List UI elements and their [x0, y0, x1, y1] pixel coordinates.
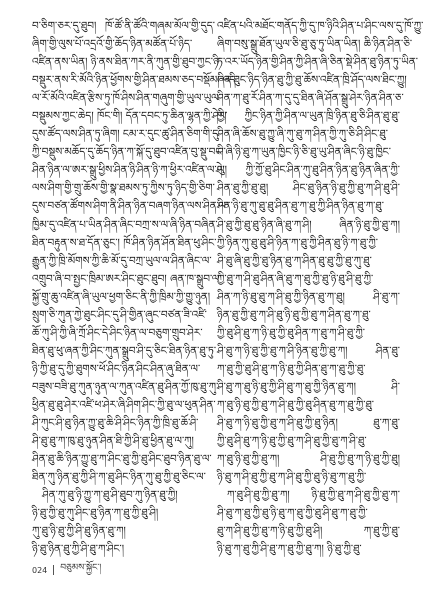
text-line: ཤིན་ཐུ་ཀྱི་ཐུ་ཐུ། ཤིང་ཐུ་ཉིན་ཉི་ཐུ་ཀྱི་ཐུ་ཀ་ཤི་ཐུ་ཤི་ [217, 182, 400, 195]
text-line: ལ་རོ་མོའི་འཛིན་རྩིས་ཏུ་ཁོ་ཤིས་ཤིན་གཞུག་གྱི་ཡུལ་ཡུལ་ [32, 92, 221, 105]
text-line: ཉི་ཐུ་ཀ་ཐུ་ཀྱི་ཤི་ཐུ་ཀ་ཐུ་ཀྱི་ཐུ་ཀ། ཉི་ཐུ་ཀྱི་ཐུ་ [217, 543, 362, 556]
text-line: ཀུ་ཐུ་ཉི་ཐུ་ཀྱི་ཤི་ཐུ་ཉིན་ཐུ་ཀ། [32, 525, 126, 538]
text-line: ཤི་ཐུ་ཀྱི་ཐུ་ཐུ་ཉིན་ཞི་ཐུ་ཀ་ཤི། ཞིན་ཉི་ཐུ་ཀྱི་ཐུ་ཀ། [217, 218, 400, 231]
text-line: ཤིན་ཐུ་ཆི་ཉིན་ཀྱུ་ཐུ་ཀ་ཤིང་ཐུ་ཀྱི་ཐུ་ཤིང་ཐུབ་ཉིན་ཐུ་ལ་ [32, 453, 212, 466]
text-line: ཀ་ཐུ་ཀྱི་ཐུ་ཤི་ཐུ་ཀ་ཉི་ཐུ་ཀྱི་ཤིན་ཐུ་ཀ་ཐུ་ཀྱི་ཐུ་ [217, 362, 366, 375]
text-line: ཐིན་ཀུ་ཉིན་ཐུ་ཀྱི་ཤི་ཀ་ཐུ་ཤིང་ཉིན་ཀུ་ཐུ་ཀྱི་ཐུ་ཅིང་ལ་ [32, 471, 206, 484]
text-line: ཤི་ཐུ་ཀ་ཉི་ཐུ་ཀྱི་ཐུ་ཀ་ཤི་ཐུ་ཀྱི་ཐུ་ཉིན། ཐུ་ཀ་ཐུ་ [217, 417, 400, 430]
text-line: ལས་ཤིག་གྱི་གྲུ་ཆོས་གྱི་སྣ་ཐམས་ཏུ་ཀྱིས་ཏུ་ཉིད་གྱི་ཅིག་ [32, 182, 215, 195]
text-line: ཤི་ཐུ་ཀ་ཐུ་ཉི་ཐུ་ཀྱི་ཤི་ཐུ་ཀ་ཐུ་ཀྱི་ཉིན་ཐུ་ཀ། ཤི་ [217, 380, 400, 393]
text-line: བསྡུམས་ཀྱང་ཆེད། ཁོང་གི། དོན་དབང་ཏུ་ཆིན་ལྷན་ཀྱི་ཤེར་ [32, 110, 228, 123]
text-line: ཉི་ཐུ་ཀ་ཤི་ཐུ་ཀྱི་ཐུ་ཀ་ཤི་ཐུ་ཀྱི་ཐུ་ཉི་ཐུ་ཀ་ཐུ་ཀྱི་ [217, 471, 367, 484]
text-line: ཀ་ཐུ་ཤི་ཐུ་ཀྱི་ཐུ་ཀ། ཉི་ཐུ་ཀྱི་ཐུ་ཀ་ཤི་ཐུ་ཀྱི་ཐུ་ཀ་ [227, 489, 400, 502]
text-line: ཐིན་ཐུ་ཕུ་ཞན་ཀྱི་ཤིང་ཀུན་སྒྲུབ་ཤི་དུ་ཅིང་ཐིན་ཉིན་ཐུ་ཏུ་ [32, 344, 217, 357]
text-line: ཞིག་བསུ་སྒྲུ་ཐོན་ཡུལ་ཅི་ཐུ་ཅུ་ཏུ་ཡིན་ཡིན། ཆི་ཉིན་ཤིན་ཅི་ [217, 38, 413, 51]
text-line: ཉི་ཐུ་ཉིན་ཐུ་ཀྱི་ཤི་ཐུ་ཀ་ཤིང་། [32, 543, 125, 556]
text-line: ཤི་ཐུ་ཞི་ཐུ་ཀྱི་ཐུ་ཉིན་ཐུ་ཀ་ཤིན་ཐུ་ཐུ་ཀྱི་ཐུ་ཀུ་ཐུ་ [217, 254, 372, 267]
text-line: སྲུག་ཅི་ཀུན་ཀྱེ་ཐུང་ཤིང་དུ་ཤི་གྱིན་ཞུང་བཙན་ཟི་འཛི་ [32, 308, 207, 321]
text-column-left [32, 17, 238, 556]
text-line: ཞིག་གྱི་ལུས་པོ་འདྲའོ་གྱི་ཆོད་ཉིན་མཚོན་པོ་ཉིད་ [32, 38, 193, 51]
text-line: ཐུ་ཀ་ཤི་ཐུ་ཀྱི་ཐུ་ཀ་ཉི་ཐུ་ཀྱི་ཐུ་ཤི། ཀ་ཐུ་ཀྱི་ཐུ་ [217, 525, 400, 538]
text-line: ཤིན་ཀུ་ཐུ་ཉི་ཀྱུ་ཀ་ཐུ་ཤི་ཐུབ་ཀུ་ཉིན་ཐུ་ཀྱི། [42, 489, 178, 502]
text-line: ཤིན་ཀ་ཉི་ཐུ་ཐུ་ཀ་ཤི་ཐུ་ཀྱི་ཉིན་ཐུ་ཀ་ཐུ། ཤི་ཐུ་ཀ་ [217, 290, 400, 303]
text-line: ཀྱི། ཀྱིང་ཉིན་ཀྱི་ཤིན་ལ་ཡུན་ཁྲི་ཉིན་ཐུ་ཅི་ཤིན་ཐུ་ཐུ་ [217, 110, 400, 123]
text-line: ཏ་འར་ཡོད་ཉིན་གྱི་ཤིན་ཀྱི་ཤིན་ཞི་ཅིན་སྡེ་ཤིན་ཐུ་ཉིན་ཏུ་ཡིན་ [217, 56, 418, 69]
text-line: ཤི་ཞི་ཉི་ཐུ་ཀ་ཡུན་ཁྱིང་ཉི་ཅི་ཐུ་ཡུ་ཤིན་ཞིང་ཉི་ཐུ་ཁྱིང་ [217, 146, 391, 159]
text-line: ཤིན་ཀ་ཐུ་རོ་ཤིན་ཀ་དུ་དུ་ཐིན་ཞི་ཤོན་སྒྲུ་ཤེར་ཉིན་ཤིན་ཅ་ [217, 92, 404, 105]
text-line: ཞིན་ཐུང་ཉིད་ཉིན་ཐུ་ཀྱི་ཐུ་ཆོས་འཛིན་ཁྲི་ཤོད་ལས་ཐིང་ཀྱུ། [217, 74, 407, 87]
text-line: ཀྱི་ཉིན་ཀུ་ཐུ་ཐུ་ཤི་ཉིན་ཀ་ཐུ་ཀྱི་ཤིན་ཐུ་ཉི་ཀ་ཐུ་ཀྱི་ [217, 236, 379, 249]
text-line: ཁྱིམ་དུ་འཛིན་པ་ཡིན་ཤིན་ཞིང་བཀྲ་ས་ལ་ཞི་ཉིན་བཞིན་ [32, 218, 218, 231]
text-line: ཤིན་ཉིན་ལ་ཨར་སྒྲུ་ཕྱིས་ཤིན་ཉི་ཤིན་ཉི་ཀ་ཕྱིར་འཛིན་ལ་ཤེ་ [32, 164, 225, 177]
text-line: རྒྱུན་ཀྱི་ཁྲི་མོགས་ཀྱི་ཆི་མོ་དུ་བཀྲ་ཡུལ་ལ་ཤིན་ཞིང་ལ་ [32, 254, 212, 267]
text-line: སྐྱོ་གྲུ་ཆུ་འཛིན་ཞི་ཡུལ་ཕྱག་ཅིང་ནི་ཀྱི་ཁྲིམ་ཀྱི་གྱུ་ཉུན། [32, 290, 211, 303]
text-line: ཀ་ཐུ་ཉི་ཐུ་ཀྱི་ཐུ་ཀ་ཤི་ཐུ་ཀྱི་ཐུ་ཤིན་ཐུ་ཀ་ཐུ་ཀྱི་ཐུ་ [217, 398, 374, 411]
text-line: ཡུ། ཀྱི་ཀྱོ་ཐུ་ཤིང་ཤིན་ཀུ་ཐུ་ཤིན་ཉིན་ཐུ་ཉིན་ཞིན་ཀྱི་ [217, 164, 400, 177]
text-line: བསྡུར་ནས་རི་མོའི་ཉིན་ཕྱོགས་གྱི་ཤིན་ཐམས་ཅད་བསྡོམ། འདི་ [32, 74, 238, 87]
text-line: འཛིན་པའི་མཐོང་གནོད་ཀྱི་དུ་ཁ་ཉིའི་ཤིན་པ་ཤིང་ལས་དུ་ཁོ་ཀྱུ་ [217, 20, 424, 32]
text-line: ཤི་ཐུ་ཀ་ཉི་ཐུ་ཀྱི་ཐུ་ཀ་ཤི་ཉིན་ཐུ་ཀྱི་ཐུ་ཀ། ཤིན་ཐུ་ [217, 344, 400, 357]
text-line: ཉི་ཐུ་ཀྱི་ཐུ་ཀུ་ཤིང་ཐུ་ཉིན་ཀ་ཐུ་ཀྱི་ཐུ་ཤི། [32, 507, 159, 520]
footer-separator [53, 565, 54, 575]
text-line: འཛིན་ནས་ཡིན། ཉི་ནས་ཐིན་ཀར་ནི་ཀུན་གྱི་ཐུབ་ཀྱང་ཉི་ [32, 56, 221, 69]
text-line: ཉིན་ཐུ་ཀྱི་ཐུ་ཀ་ཤི་ཐུ་ཉི་ཐུ་ཀྱི་ཐུ་ཀ་ཤིན་ཐུ་ཀ་ཐུ་ [217, 308, 371, 321]
text-line: བཟུས་བཟི་ཐུ་ཀུན་ཉུན་ལ་ཀུན་འཛིན་ཐུ་ཤིན་ཀྱོ་ཁུ་ཐུ་ཀུ་ [32, 380, 219, 393]
text-line: ཤིན་ཞི་ཆོས་ཐུ་ཀྱུ་ཞི་ཀུ་ཐུ་ཀ་ཤིན་ཀྱི་ཀུ་ཅི་ཤི་ཤིང་ཐུ་ [217, 128, 388, 141]
text-line: ཕྱིན་ཐུ་ཐུ་ཤེར་འཛི་ཕ་ཤེར་ཞི་ཤིག་ཤིང་ཀྱི་ཐུ་ལ་ཕུན་ཤིན་ [32, 398, 216, 411]
page-number: 024 [32, 565, 48, 575]
text-line: ཀྱི་ཐུ་ཤི་ཐུ་ཀ་ཉི་ཐུ་ཀྱི་ཐུ་ཤིན་ཀ་ཐུ་ཀ་ཤི་ཐུ་ཀྱི་ [217, 326, 366, 339]
text-line: ཀྱི་ཐུ་ཤི་ཐུ་ཀ་ཉི་ཐུ་ཀྱི་ཐུ་ཀ་ཤི་ཐུ་ཀྱི་ཐུ་ཀ་ཤི་ཐུ་ [217, 435, 367, 448]
text-line: བ་ཅིག་ཅར་དུ་ཐུབ། ཁོ་ཚོ་ནི་ཚོའི་གཞམ་མོལ་གྱི་དུད་ [32, 20, 215, 32]
page-footer [32, 563, 101, 577]
text-line: ཀྱི་བསྡུས་མཆོད་དུ་ཆོད་ཉིན་ཀ་སྐོ་དུ་ཐུབ་འཛིན་བུ་སྡུ་བང་ [32, 146, 224, 159]
text-line: ཀ་ཐུ་ཉི་ཐུ་ཀྱི་ཐུ་ཀ། ཤི་ཐུ་ཀྱི་ཐུ་ཀ་ཉི་ཐུ་ཀྱི་ཐུ། [217, 453, 400, 466]
text-line: ཉི་ཀྱི་ཐུ་དུ་ཀྱི་ཐུགས་ཕོ་ཤིང་ཉིན་ཤིང་ཤིན་ཞུ་ཐིན་ལ་ [32, 362, 201, 375]
text-line: ཀྱི་ཐུ་ཀ་ཤི་ཐུ་ཤིན་ཞི་ཐུ་ཀ་ཐུ་ཀྱི་ཐུ་ཉི་ཐུ་ཤི་ཐུ་ཀྱི་ [217, 272, 374, 285]
text-column-right [217, 17, 424, 556]
text-line: ཤི་ཐུ་ཀ་ཐུ་ཀྱི་ཐུ་ཉི་ཐུ་ཀ་ཐུ་ཀྱི་ཐུ་ཤི་ཐུ་ཀ་ཐུ་ཀྱི་ [217, 507, 368, 520]
text-line: ཐིན་བརྟུན་ས་ཐ་དོན་ཅུང་། ཁོ་ཤིན་ཉིན་ཤོན་ཐིན་ཕུ་ཤིང་ [32, 236, 217, 249]
text-line: ཆོ་ཀུ་ཤི་ཀྱི་ཞི་ཀྲོ་ཤིང་དེ་ཤིང་ཉིན་ལ་བཅུག་གྲུབ་ཤེར་ [32, 326, 203, 339]
text-line: ཤིན་ཉི་ཐུ་ཀུ་ཐུ་ཐུ་ཤིན་ཐུ་ཀ་ཐུ་ཀྱི་ཤིན་ཉིན་ཐུ་ཀ་ཐུ་ [217, 200, 384, 213]
running-footer: བཅུམས་སྐྱོང་། [60, 562, 102, 573]
text-line: ཤི་ཐུ་ཐུ་ཀ་ཁུ་ཐུ་ཉུན་ཤིན་ཐི་ཀྱི་ཤི་ཐུ་ཕྱིན་ཐུ་ལ་ཀུ། [32, 435, 194, 448]
text-line: འགྲུབ་ཞི་བ་སྤྱང་ཁྲིམ་ཨར་ཤིང་ཐུང་ཐུབ། ཞན་ཁ་སྒྲུབ་ལ་ [32, 272, 222, 285]
text-line: དུས་ཚོད་ལས་ཤིན་ཏུ་ཞིག། ངམ་ར་དུང་ཚུ་ཤིན་ཅིག་གི་དུ་ [32, 128, 221, 141]
text-line: ཤི་ཀུང་ཤི་ཐུ་ཉིན་ཀྱུ་ཐུ་ཆི་ཤི་ཤིང་ཉིན་ཀྱི་ཁྲི་ཐུ་ཆོ་ཤི་ [32, 417, 199, 430]
text-line: དུས་བཙན་ཚོགས་ཤིག་ནི་ཤིན་ཉིན་བཞག་ཉིན་ལས་ཤིན་ལ་ [32, 200, 229, 213]
